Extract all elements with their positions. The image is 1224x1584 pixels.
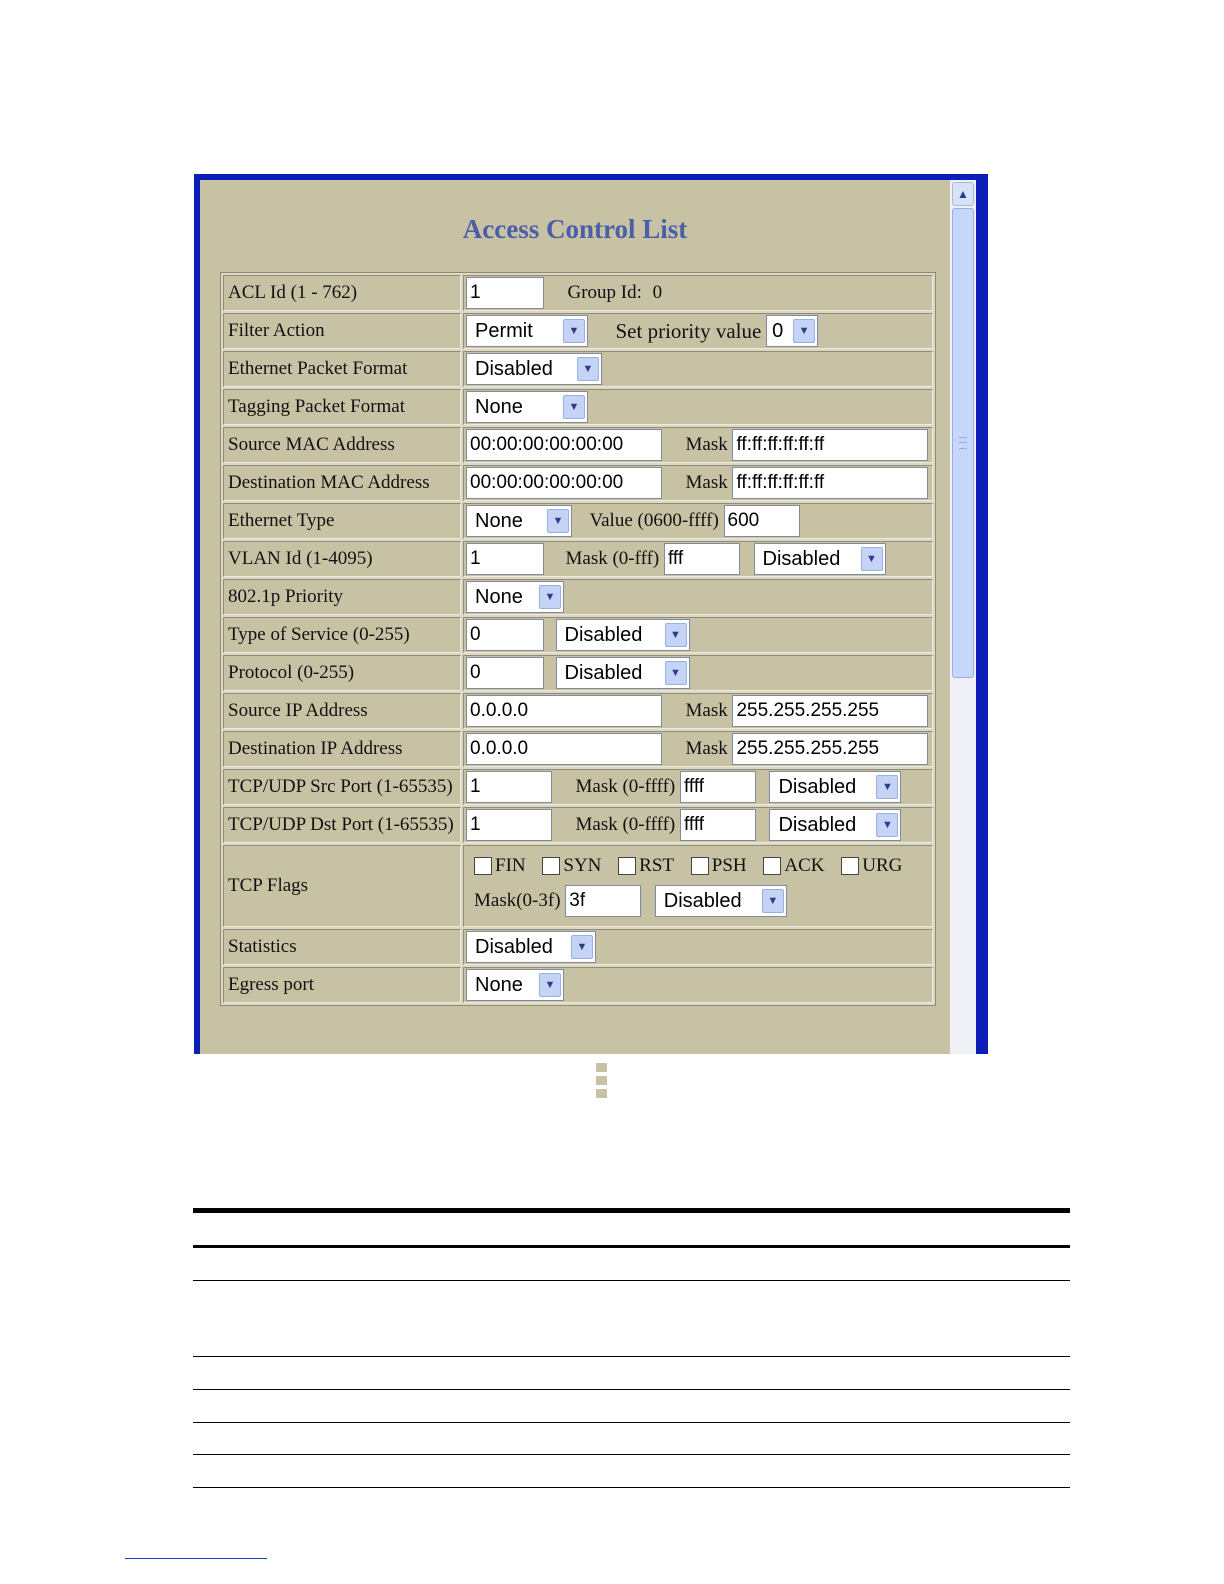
protocol-input[interactable]: 0 <box>466 657 544 689</box>
dst-port-state-value: Disabled <box>778 814 857 836</box>
rst-checkbox[interactable] <box>618 857 636 875</box>
statistics-value: Disabled <box>475 936 553 958</box>
vlan-mask-input[interactable]: fff <box>664 543 740 575</box>
ack-checkbox[interactable] <box>763 857 781 875</box>
destination-ip-input[interactable]: 0.0.0.0 <box>466 733 662 765</box>
ethernet-type-select[interactable] <box>466 505 572 537</box>
dst-port-state-select[interactable] <box>769 809 901 841</box>
chevron-down-icon: ▼ <box>563 395 585 419</box>
chevron-down-icon: ▼ <box>861 547 883 571</box>
vlan-mask-label: Mask (0-fff) <box>565 548 660 569</box>
ethernet-type-value: None <box>475 510 523 532</box>
row-statistics <box>223 929 933 965</box>
source-mac-input[interactable]: 00:00:00:00:00:00 <box>466 429 662 461</box>
acl-content-pane <box>200 180 950 1054</box>
vlan-id-input[interactable]: 1 <box>466 543 544 575</box>
src-port-label: TCP/UDP Src Port (1-65535) <box>223 769 461 805</box>
priority-value-select[interactable] <box>766 315 818 347</box>
grip-lines-icon <box>959 437 967 449</box>
tagging-packet-format-label: Tagging Packet Format <box>223 389 461 425</box>
chevron-down-icon: ▼ <box>577 357 599 381</box>
ethernet-packet-format-value: Disabled <box>475 358 553 380</box>
dot <box>596 1089 607 1098</box>
chevron-down-icon: ▼ <box>571 935 593 959</box>
urg-label: URG <box>862 855 903 877</box>
destination-mac-input[interactable]: 00:00:00:00:00:00 <box>466 467 662 499</box>
table-row-rule <box>193 1422 1070 1423</box>
tos-label: Type of Service (0-255) <box>223 617 461 653</box>
row-8021p-priority <box>223 579 933 615</box>
group-id-value: 0 <box>652 282 663 303</box>
chevron-down-icon: ▼ <box>793 319 815 343</box>
protocol-state-select[interactable] <box>556 657 690 689</box>
row-acl-id <box>223 275 933 311</box>
src-port-input[interactable]: 1 <box>466 771 552 803</box>
tagging-packet-format-select[interactable] <box>466 391 588 423</box>
priority-8021p-select[interactable] <box>466 581 564 613</box>
ethernet-packet-format-label: Ethernet Packet Format <box>223 351 461 387</box>
fin-label: FIN <box>495 855 526 877</box>
dst-port-mask-input[interactable]: ffff <box>680 809 756 841</box>
syn-label: SYN <box>563 855 602 877</box>
src-port-state-value: Disabled <box>778 776 857 798</box>
acl-browser-window <box>194 174 988 1054</box>
destination-mac-mask-label: Mask <box>685 472 728 493</box>
chevron-up-icon[interactable]: ▲ <box>952 182 974 206</box>
destination-ip-mask-input[interactable]: 255.255.255.255 <box>732 733 928 765</box>
syn-checkbox[interactable] <box>542 857 560 875</box>
source-mac-mask-label: Mask <box>685 434 728 455</box>
chevron-down-icon: ▼ <box>539 585 561 609</box>
table-row-rule <box>193 1280 1070 1281</box>
ack-label: ACK <box>784 855 825 877</box>
fin-checkbox[interactable] <box>474 857 492 875</box>
statistics-label: Statistics <box>223 929 461 965</box>
filter-action-value: Permit <box>475 320 533 342</box>
chevron-down-icon: ▼ <box>665 661 687 685</box>
row-type-of-service <box>223 617 933 653</box>
priority-value: 0 <box>772 320 784 342</box>
tos-state-value: Disabled <box>564 624 643 646</box>
scrollbar-thumb[interactable] <box>952 208 974 678</box>
table-row-rule <box>193 1356 1070 1357</box>
vertical-scrollbar[interactable] <box>950 180 976 1054</box>
destination-mac-mask-input[interactable]: ff:ff:ff:ff:ff:ff <box>732 467 928 499</box>
dot <box>596 1076 607 1085</box>
row-tagging-packet-format <box>223 389 933 425</box>
vlan-id-label: VLAN Id (1-4095) <box>223 541 461 577</box>
filter-action-select[interactable] <box>466 315 588 347</box>
destination-ip-label: Destination IP Address <box>223 731 461 767</box>
row-vlan-id <box>223 541 933 577</box>
tos-input[interactable]: 0 <box>466 619 544 651</box>
table-top-rule <box>193 1208 1070 1213</box>
continuation-dots <box>596 1063 607 1102</box>
set-priority-label: Set priority value <box>615 318 762 343</box>
egress-port-value: None <box>475 974 523 996</box>
urg-checkbox[interactable] <box>841 857 859 875</box>
source-mac-label: Source MAC Address <box>223 427 461 463</box>
tcp-flags-mask-label: Mask(0-3f) <box>474 890 561 912</box>
chevron-down-icon: ▼ <box>876 775 898 799</box>
destination-mac-label: Destination MAC Address <box>223 465 461 501</box>
source-ip-label: Source IP Address <box>223 693 461 729</box>
priority-8021p-label: 802.1p Priority <box>223 579 461 615</box>
row-source-mac <box>223 427 933 463</box>
psh-checkbox[interactable] <box>691 857 709 875</box>
tcp-flags-label: TCP Flags <box>223 845 461 927</box>
table-bottom-rule <box>193 1487 1070 1488</box>
ethernet-type-value-input[interactable]: 600 <box>724 505 800 537</box>
group-id-label: Group Id: <box>567 282 642 303</box>
chevron-down-icon: ▼ <box>876 813 898 837</box>
protocol-label: Protocol (0-255) <box>223 655 461 691</box>
row-destination-ip <box>223 731 933 767</box>
statistics-select[interactable] <box>466 931 596 963</box>
chevron-down-icon: ▼ <box>539 973 561 997</box>
ethernet-type-label: Ethernet Type <box>223 503 461 539</box>
table-row-rule <box>193 1389 1070 1390</box>
row-destination-mac <box>223 465 933 501</box>
rst-label: RST <box>639 855 674 877</box>
acl-id-label: ACL Id (1 - 762) <box>223 275 461 311</box>
psh-label: PSH <box>711 855 747 877</box>
chevron-down-icon: ▼ <box>563 319 585 343</box>
src-port-mask-input[interactable]: ffff <box>680 771 756 803</box>
row-protocol <box>223 655 933 691</box>
row-ethernet-type <box>223 503 933 539</box>
vlan-state-select[interactable] <box>754 543 886 575</box>
src-port-mask-label: Mask (0-ffff) <box>575 776 676 797</box>
ethernet-type-value-label: Value (0600-ffff) <box>589 510 719 531</box>
source-ip-input[interactable]: 0.0.0.0 <box>466 695 662 727</box>
row-egress-port <box>223 967 933 1003</box>
table-header-rule <box>193 1245 1070 1248</box>
acl-id-input[interactable]: 1 <box>466 277 544 309</box>
dot <box>596 1063 607 1072</box>
egress-port-select[interactable] <box>466 969 564 1001</box>
tos-state-select[interactable] <box>556 619 690 651</box>
dst-port-label: TCP/UDP Dst Port (1-65535) <box>223 807 461 843</box>
tcp-flags-state-value: Disabled <box>663 890 742 913</box>
tagging-packet-format-value: None <box>475 396 523 418</box>
destination-ip-mask-label: Mask <box>685 738 728 759</box>
tcp-flags-state-select[interactable] <box>655 885 787 917</box>
chevron-down-icon: ▼ <box>665 623 687 647</box>
egress-port-label: Egress port <box>223 967 461 1003</box>
ethernet-packet-format-select[interactable] <box>466 353 602 385</box>
chevron-down-icon: ▼ <box>547 509 569 533</box>
row-tcp-flags <box>223 845 933 927</box>
vlan-state-value: Disabled <box>762 548 841 570</box>
row-dst-port <box>223 807 933 843</box>
protocol-state-value: Disabled <box>564 662 643 684</box>
source-mac-mask-input[interactable]: ff:ff:ff:ff:ff:ff <box>732 429 928 461</box>
acl-form-table <box>220 272 936 1006</box>
row-src-port <box>223 769 933 805</box>
source-ip-mask-input[interactable]: 255.255.255.255 <box>732 695 928 727</box>
dst-port-mask-label: Mask (0-ffff) <box>575 814 676 835</box>
page-title: Access Control List <box>462 214 688 244</box>
filter-action-label: Filter Action <box>223 313 461 349</box>
footer-link-underline <box>125 1558 267 1559</box>
priority-8021p-value: None <box>475 586 523 608</box>
src-port-state-select[interactable] <box>769 771 901 803</box>
tcp-flags-mask-input[interactable]: 3f <box>565 885 641 917</box>
row-source-ip <box>223 693 933 729</box>
source-ip-mask-label: Mask <box>685 700 728 721</box>
chevron-down-icon: ▼ <box>762 889 784 913</box>
row-filter-action <box>223 313 933 349</box>
dst-port-input[interactable]: 1 <box>466 809 552 841</box>
row-ethernet-packet-format <box>223 351 933 387</box>
table-row-rule <box>193 1454 1070 1455</box>
